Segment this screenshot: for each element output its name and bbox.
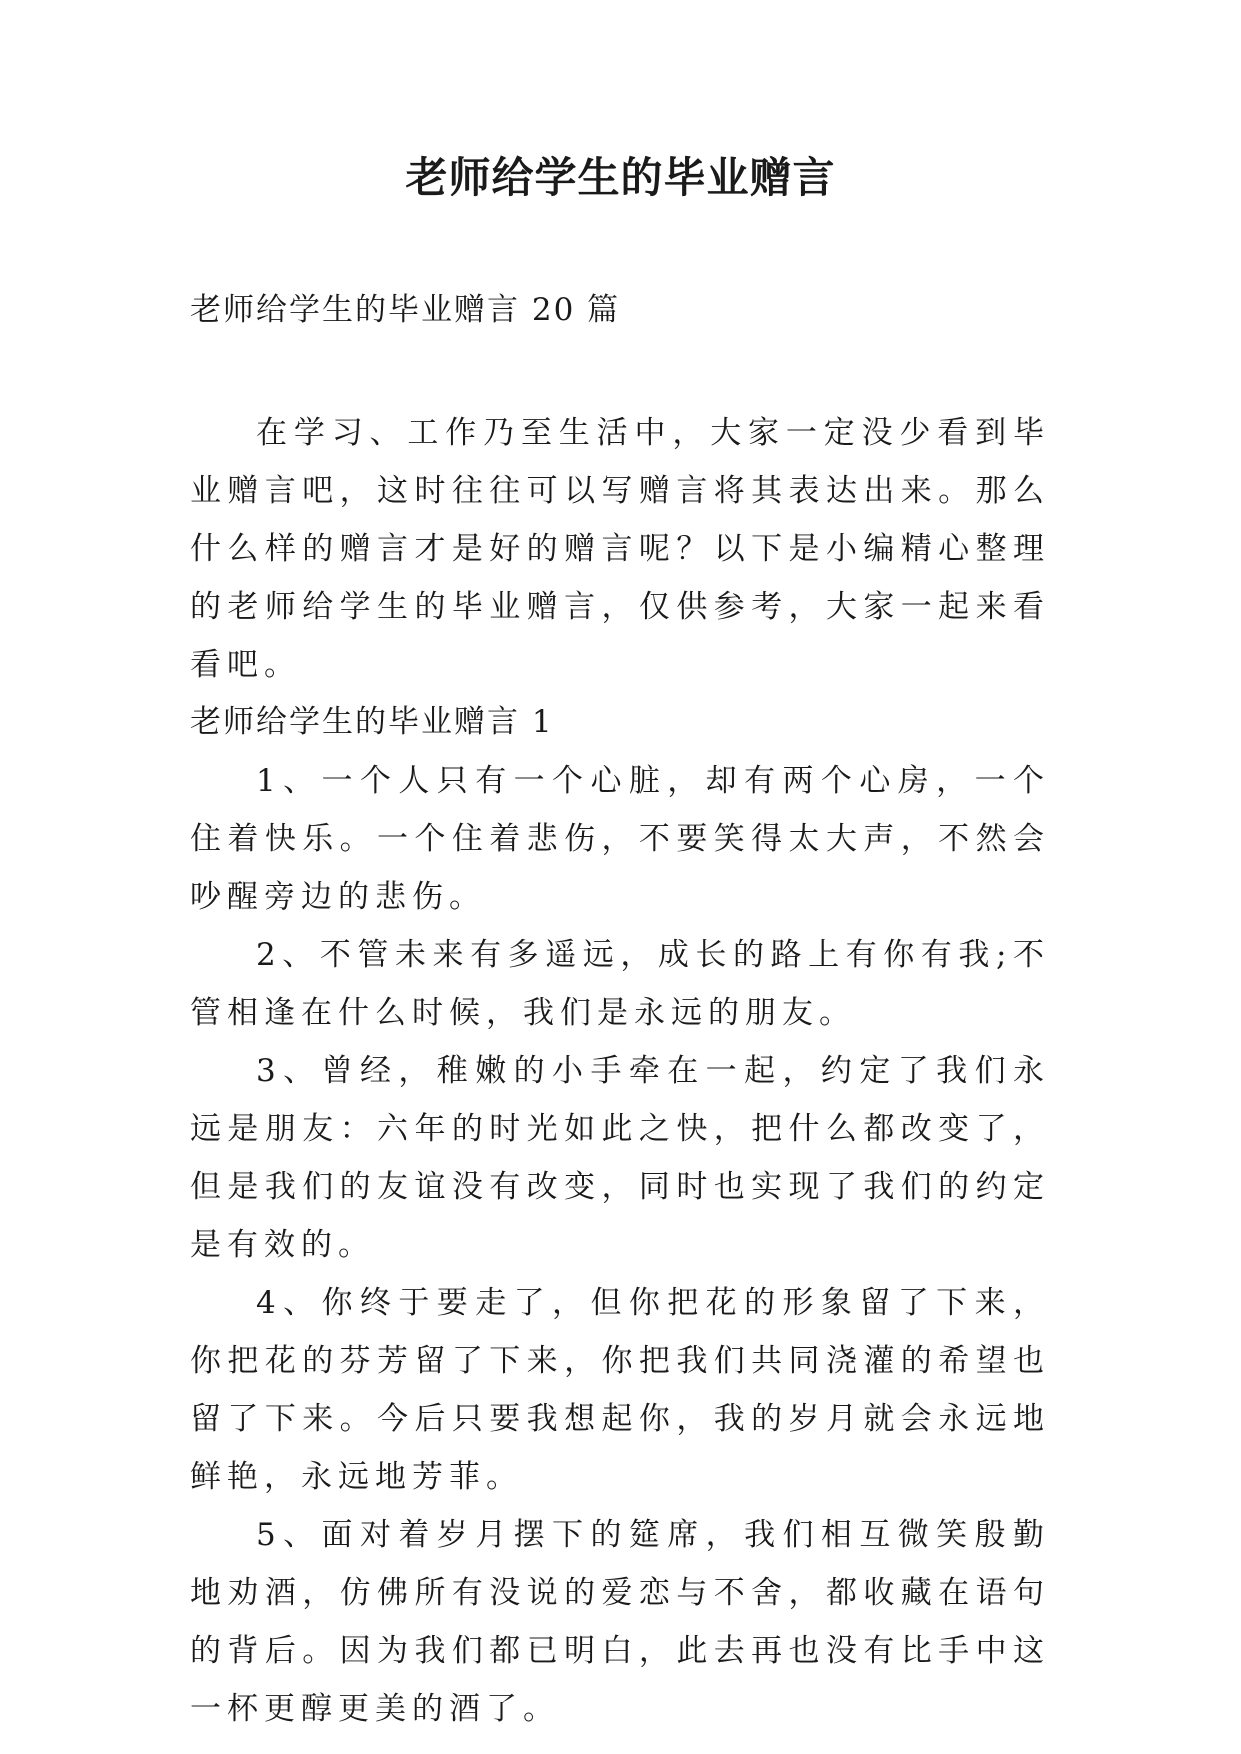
list-item: 2、不管未来有多遥远，成长的路上有你有我;不管相逢在什么时候，我们是永远的朋友。 [190,937,1050,1031]
list-item: 5、面对着岁月摆下的筵席，我们相互微笑殷勤地劝酒，仿佛所有没说的爱恋与不舍，都收藏在语句的背后。因为我们都已明白，此去再也没有比手中这一杯更醇更美的酒了。 [190,1517,1050,1727]
list-item: 1、一个人只有一个心脏，却有两个心房，一个住着快乐。一个住着悲伤，不要笑得太大声，不然会吵醒旁边的悲伤。 [190,763,1050,915]
section-heading: 老师给学生的毕业赠言 1 [190,704,554,740]
document-subtitle: 老师给学生的毕业赠言 20 篇 [190,292,621,328]
list-item: 3、曾经，稚嫩的小手牵在一起，约定了我们永远是朋友：六年的时光如此之快，把什么都改变了，但是我们的友谊没有改变，同时也实现了我们的约定是有效的。 [190,1053,1050,1263]
message-list [190,752,1050,1738]
list-item: 4、你终于要走了，但你把花的形象留了下来，你把花的芬芳留了下来，你把我们共同浇灌的希望也留了下来。今后只要我想起你，我的岁月就会永远地鲜艳，永远地芳菲。 [190,1285,1050,1495]
document-title: 老师给学生的毕业赠言 [405,153,836,202]
intro-paragraph: 在学习、工作乃至生活中，大家一定没少看到毕业赠言吧，这时往往可以写赠言将其表达出来。那么什么样的赠言才是好的赠言呢？以下是小编精心整理的老师给学生的毕业赠言，仅供参考，大家一起来看看吧。 [190,415,1050,683]
